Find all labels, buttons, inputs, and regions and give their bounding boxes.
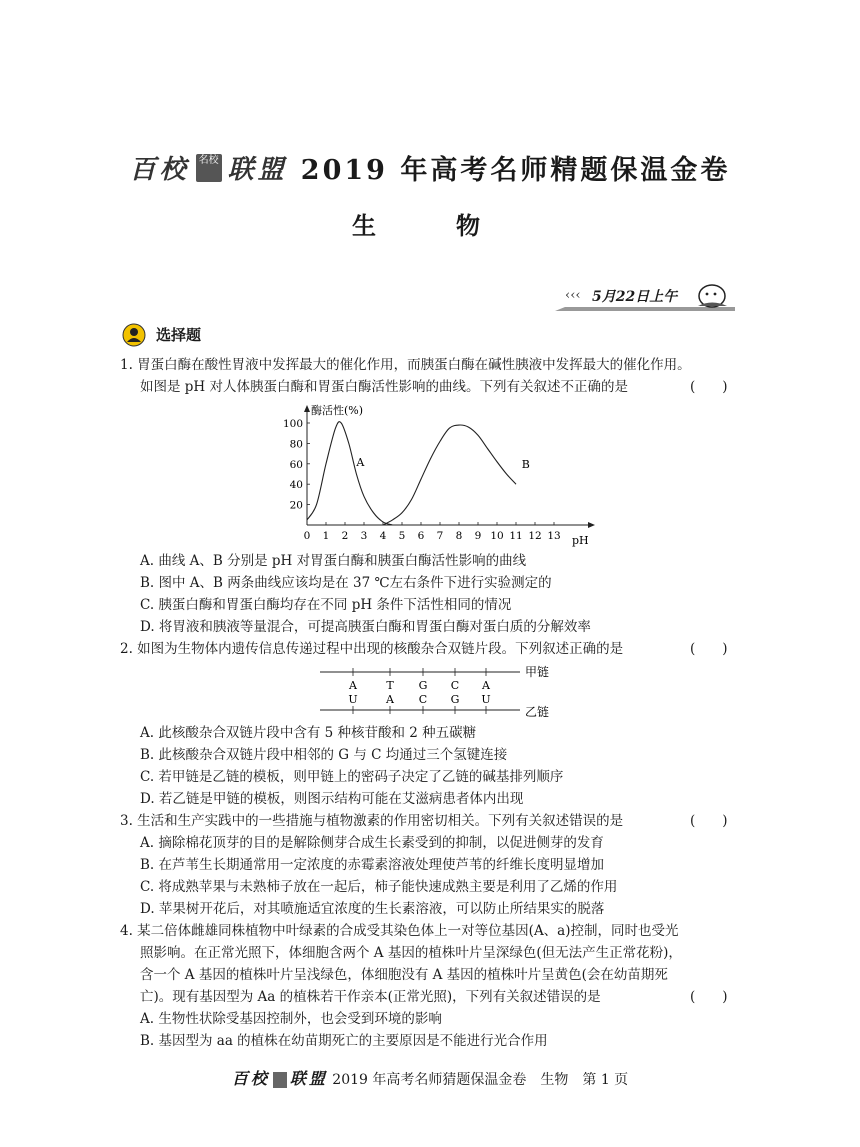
y-tick-label: 40 (289, 479, 303, 492)
chain-1-base: A (349, 679, 357, 692)
chain-2-base: C (418, 693, 428, 706)
footer-logo-seal (273, 1072, 287, 1088)
series-label: A (356, 455, 365, 469)
question-3-option-b: B. 在芦苇生长期通常用一定浓度的赤霉素溶液处理使芦苇的纤维长度明显增加 (140, 857, 605, 873)
question-1-option-c: C. 胰蛋白酶和胃蛋白酶均存在不同 pH 条件下活性相同的情况 (140, 597, 512, 613)
subject-title: 生 物 (352, 211, 508, 240)
question-4-option-b: B. 基因型为 aa 的植株在幼苗期死亡的主要原因是不能进行光合作用 (140, 1033, 548, 1049)
chain-1-label: 甲链 (525, 665, 550, 679)
x-tick-label: 2 (341, 530, 349, 542)
y-tick-label: 80 (289, 438, 303, 451)
x-tick-label: 4 (379, 530, 387, 542)
logo-text: 百校 (129, 155, 190, 185)
question-1-option-d: D. 将胃液和胰液等量混合，可提高胰蛋白酶和胃蛋白酶对蛋白质的分解效率 (140, 619, 591, 635)
question-2-option-d: D. 若乙链是甲链的模板，则图示结构可能在艾滋病患者体内出现 (140, 791, 524, 807)
chain-1-base: G (418, 679, 428, 692)
chevron-left-icon: ‹‹‹ (565, 288, 581, 303)
x-tick-label: 13 (547, 530, 561, 542)
y-axis-label: 酶活性(%) (311, 404, 364, 417)
x-tick-label: 6 (417, 530, 425, 542)
footer-logo-text: 百校 (231, 1069, 270, 1088)
footer-text: 2019 年高考名师猜题保温金卷 生物 第 1 页 (332, 1072, 629, 1088)
chain-1-base: T (386, 679, 394, 692)
x-tick-label: 12 (528, 530, 542, 542)
question-1-line-1: 1. 胃蛋白酶在酸性胃液中发挥最大的催化作用，而胰蛋白酶在碱性胰液中发挥最大的催化作用。 (120, 357, 691, 373)
question-1-option-b: B. 图中 A、B 两条曲线应该均是在 37 ℃左右条件下进行实验测定的 (140, 575, 552, 591)
x-tick-label: 11 (509, 530, 523, 542)
x-axis-arrow (588, 522, 595, 528)
x-tick-label: 7 (436, 530, 444, 542)
answer-paren: ( ) (690, 813, 728, 829)
question-2-option-b: B. 此核酸杂合双链片段中相邻的 G 与 C 均通过三个氢键连接 (140, 747, 508, 763)
x-tick-label: 8 (455, 530, 463, 542)
question-3-option-a: A. 摘除棉花顶芽的目的是解除侧芽合成生长素受到的抑制，以促进侧芽的发育 (140, 835, 604, 851)
footer-logo-text-2: 联盟 (289, 1069, 328, 1088)
logo-seal: 名校 (196, 154, 222, 182)
series-b-line (383, 425, 516, 525)
logo-text-2: 联盟 (227, 155, 288, 185)
section-title: 选择题 (156, 326, 202, 344)
chain-2-base: U (348, 693, 358, 706)
x-axis-label: pH (572, 534, 589, 547)
chain-1-base: C (450, 679, 460, 692)
question-4-line-2: 照影响。在正常光照下，体细胞含两个 A 基因的植株叶片呈深绿色(但无法产生正常花粉)， (140, 945, 682, 961)
answer-paren: ( ) (690, 379, 728, 395)
y-tick-label: 100 (282, 418, 303, 430)
chain-1-base: A (482, 679, 490, 692)
x-tick-label: 0 (303, 530, 311, 542)
x-tick-label: 3 (360, 530, 368, 542)
page-title: 2019 年高考名师精题保温金卷 (300, 155, 731, 186)
question-3-option-d: D. 苹果树开花后，对其喷施适宜浓度的生长素溶液，可以防止所结果实的脱落 (140, 901, 605, 917)
question-2-option-c: C. 若甲链是乙链的模板，则甲链上的密码子决定了乙链的碱基排列顺序 (140, 769, 564, 785)
x-tick-label: 10 (490, 530, 504, 542)
question-1-line-2: 如图是 pH 对人体胰蛋白酶和胃蛋白酶活性影响的曲线。下列有关叙述不正确的是 (140, 379, 628, 395)
question-2-option-a: A. 此核酸杂合双链片段中含有 5 种核苷酸和 2 种五碳糖 (140, 725, 477, 741)
series-label: B (521, 457, 530, 471)
chain-2-base: G (450, 693, 460, 706)
question-2-stem: 2. 如图为生物体内遗传信息传递过程中出现的核酸杂合双链片段。下列叙述正确的是 (120, 641, 624, 657)
x-tick-label: 9 (474, 530, 482, 542)
date-label: 5月22日上午 (592, 289, 678, 305)
question-3-stem: 3. 生活和生产实践中的一些措施与植物激素的作用密切相关。下列有关叙述错误的是 (120, 813, 624, 829)
question-4-line-3: 含一个 A 基因的植株叶片呈浅绿色，体细胞没有 A 基因的植株叶片呈黄色(会在幼苗期死 (140, 967, 668, 983)
chain-2-base: A (386, 693, 394, 706)
enzyme-activity-chart (270, 400, 600, 550)
chain-2-base: U (481, 693, 491, 706)
question-3-option-c: C. 将成熟苹果与未熟柿子放在一起后，柿子能快速成熟主要是利用了乙烯的作用 (140, 879, 618, 895)
y-tick-label: 60 (289, 458, 303, 471)
answer-paren: ( ) (690, 641, 728, 657)
header-title-row (0, 148, 860, 187)
chain-2-label: 乙链 (525, 705, 550, 719)
question-1-option-a: A. 曲线 A、B 分别是 pH 对胃蛋白酶和胰蛋白酶活性影响的曲线 (140, 553, 527, 569)
question-4-option-a: A. 生物性状除受基因控制外，也会受到环境的影响 (140, 1011, 442, 1027)
question-4-line-4: 亡)。现有基因型为 Aa 的植株若干作亲本(正常光照)，下列有关叙述错误的是 (140, 989, 601, 1005)
y-axis-arrow (304, 405, 310, 412)
nucleic-acid-diagram (320, 660, 560, 722)
question-4-line-1: 4. 某二倍体雌雄同株植物中叶绿素的合成受其染色体上一对等位基因(A、a)控制，同时也受光 (120, 923, 679, 939)
y-tick-label: 20 (289, 499, 303, 512)
series-a-line (307, 422, 393, 525)
person-icon (122, 323, 146, 347)
x-tick-label: 1 (322, 530, 330, 542)
answer-paren: ( ) (690, 989, 728, 1005)
page-footer (0, 1066, 860, 1089)
x-tick-label: 5 (398, 530, 406, 542)
